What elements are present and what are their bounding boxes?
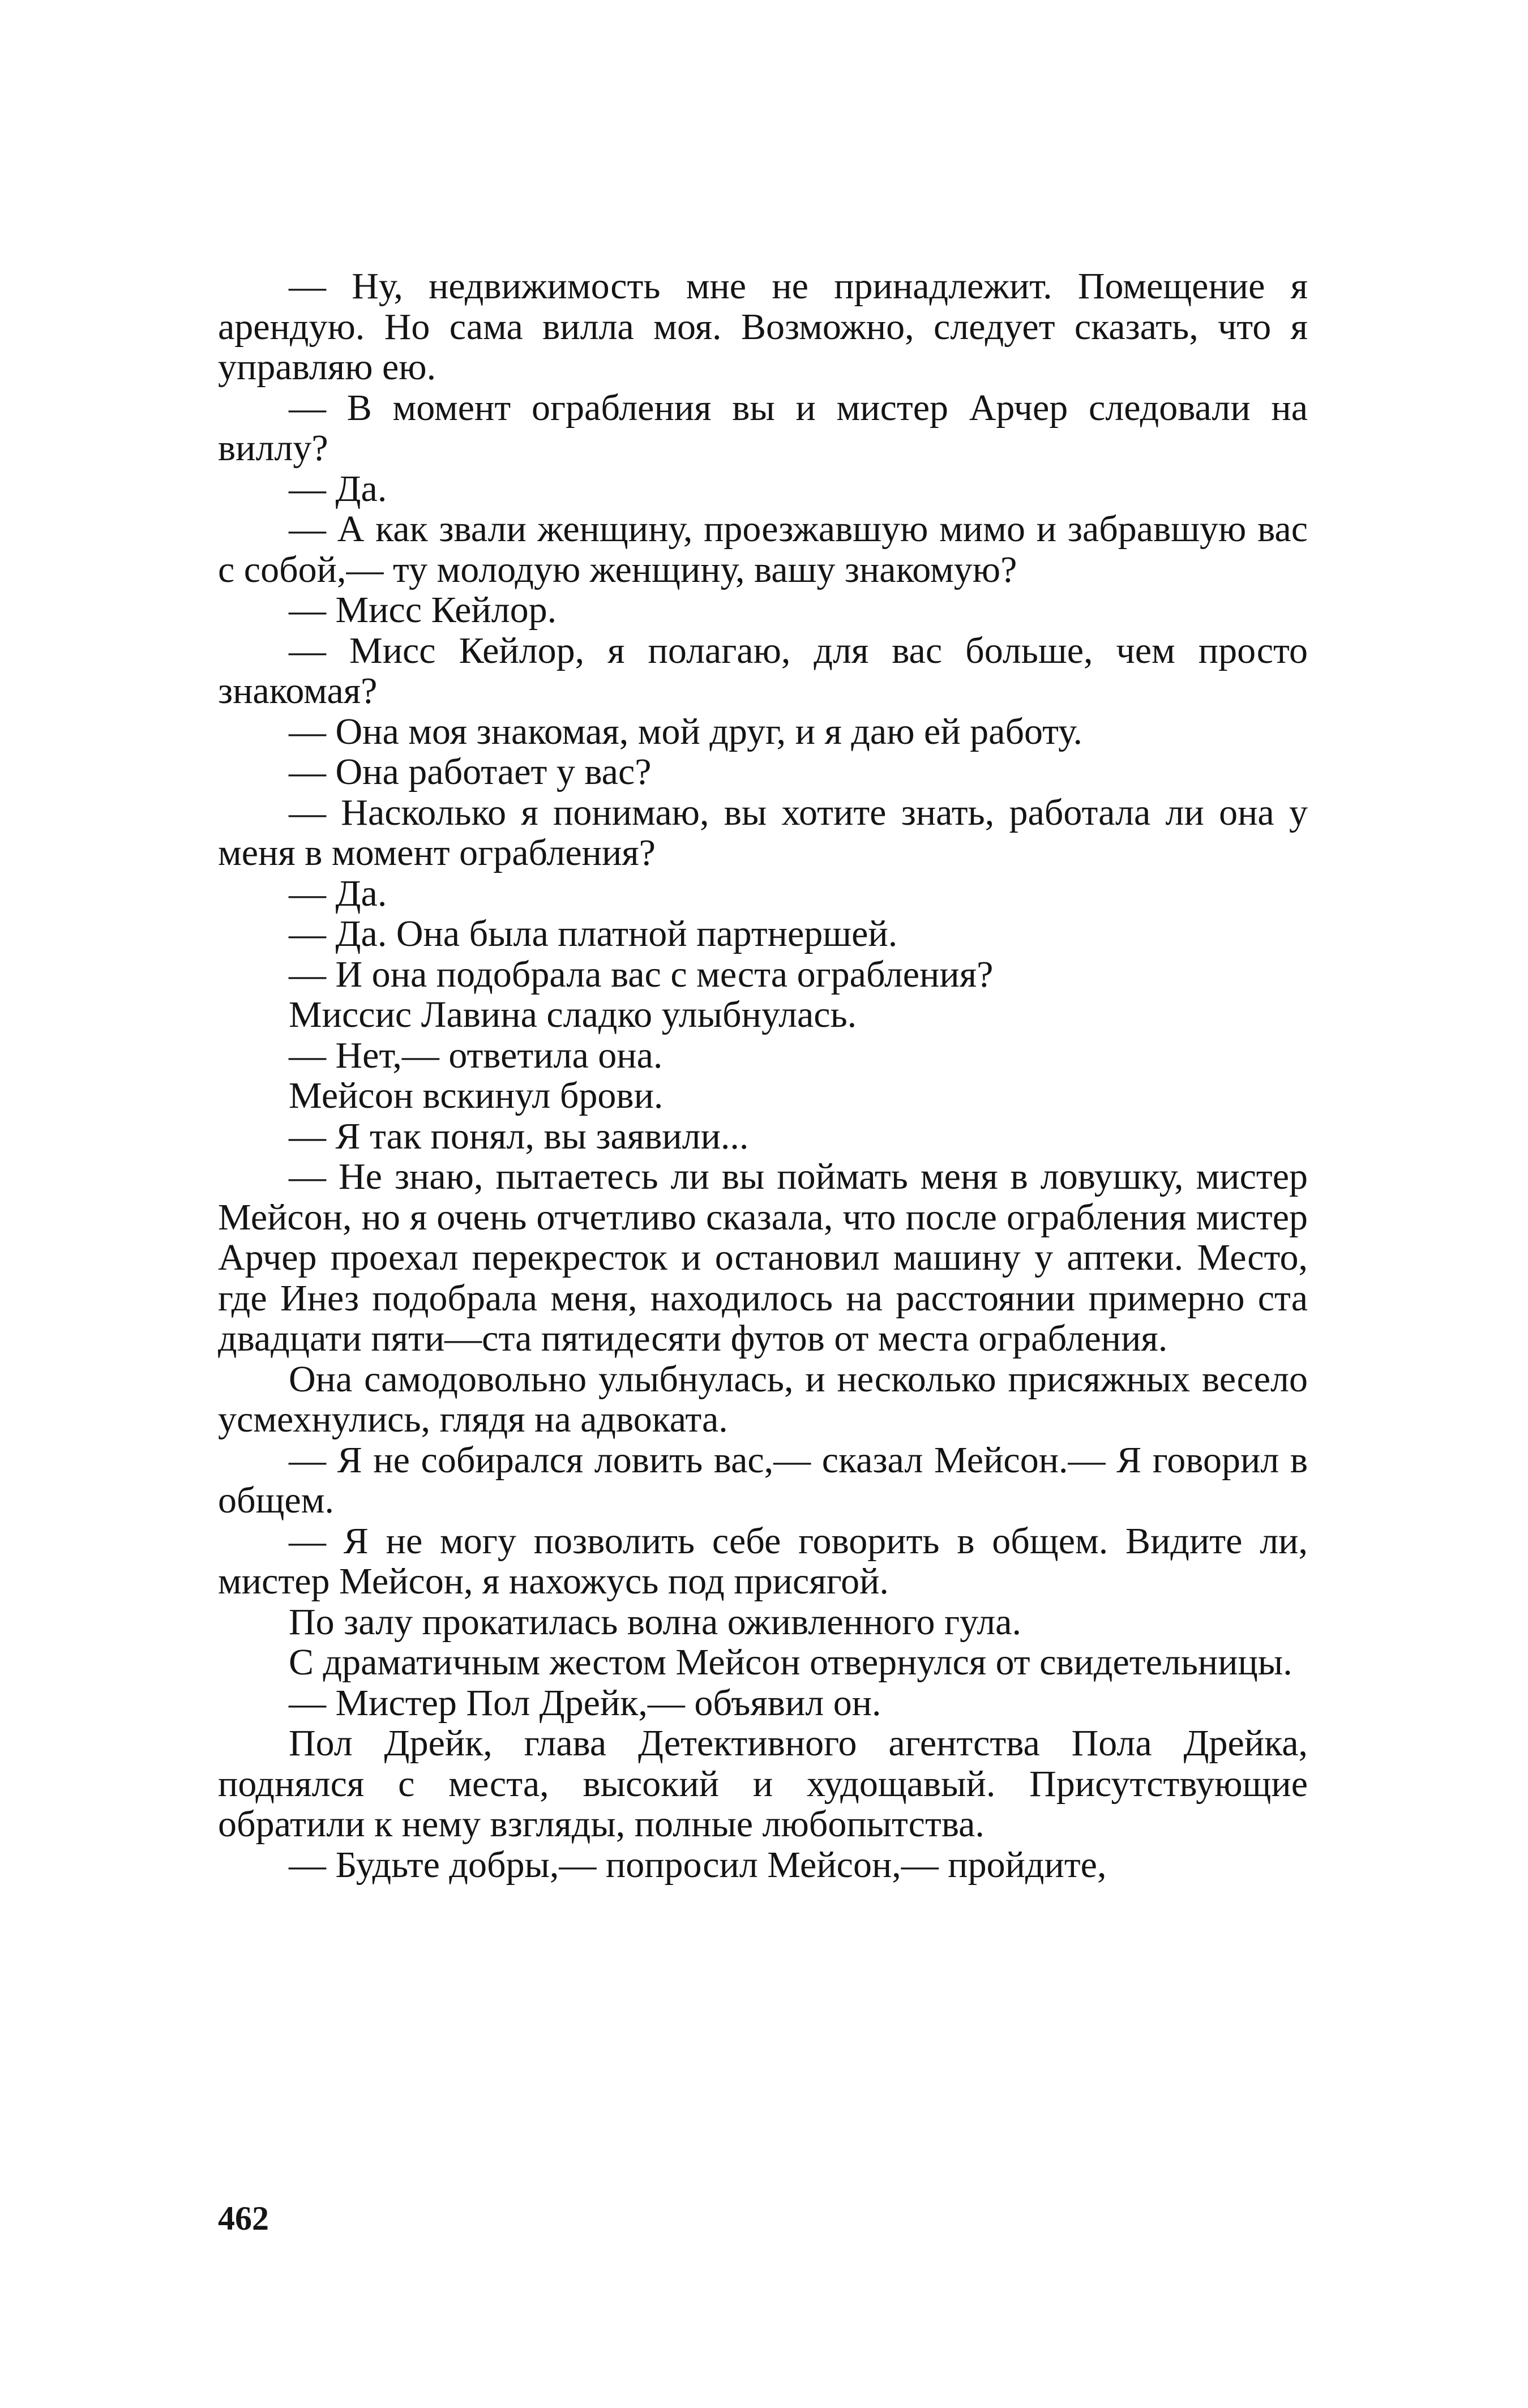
paragraph: Она самодовольно улыбнулась, и несколько присяжных весело усмехнулись, глядя на адвоката.: [218, 1358, 1308, 1440]
page-text: [218, 266, 1308, 1885]
paragraph: — Да.: [289, 468, 387, 509]
paragraph: — И она подобрала вас с места ограбления?: [289, 953, 994, 995]
page-number: 462: [218, 2200, 269, 2237]
paragraph: Миссис Лавина сладко улыбнулась.: [289, 994, 857, 1035]
paragraph: Мейсон вскинул брови.: [289, 1075, 664, 1116]
paragraph: — Она работает у вас?: [289, 751, 652, 792]
paragraph: — Мисс Кейлор, я полагаю, для вас больше, чем просто знакомая?: [218, 629, 1308, 712]
paragraph: — Она моя знакомая, мой друг, и я даю ей работу.: [289, 710, 1083, 752]
paragraph: — В момент ограбления вы и мистер Арчер следовали на виллу?: [218, 387, 1308, 469]
paragraph: — Ну, недвижимость мне не принадлежит. Помещение я арендую. Но сама вилла моя. Возможно, следует сказать, что я управляю ею.: [218, 265, 1308, 388]
paragraph: — Я не собирался ловить вас,— сказал Мейсон.— Я говорил в общем.: [218, 1439, 1308, 1521]
paragraph: По залу прокатилась волна оживленного гула.: [289, 1601, 1021, 1643]
paragraph: — Да. Она была платной партнершей.: [289, 913, 898, 954]
paragraph: — Нет,— ответила она.: [289, 1034, 663, 1076]
paragraph: — Будьте добры,— попросил Мейсон,— пройдите,: [289, 1844, 1107, 1886]
paragraph: — Я не могу позволить себе говорить в общем. Видите ли, мистер Мейсон, я нахожусь под присягой.: [218, 1520, 1308, 1602]
paragraph: — А как звали женщину, проезжавшую мимо и забравшую вас с собой,— ту молодую женщину, вашу знакомую?: [218, 508, 1308, 590]
paragraph: — Не знаю, пытаетесь ли вы поймать меня в ловушку, мистер Мейсон, но я очень отчетливо сказала, что после ограбления мистер Арчер проехал перекресток и остановил машину у аптеки. Место, где Инез подобрала меня, находилось на расстоянии примерно ста двадцати пяти—ста пятидесяти футов от места ограбления.: [218, 1156, 1308, 1359]
paragraph: — Мисс Кейлор.: [289, 589, 557, 631]
paragraph: Пол Дрейк, глава Детективного агентства Пола Дрейка, поднялся с места, высокий и худощавый. Присутствующие обратили к нему взгляды, полные любопытства.: [218, 1723, 1308, 1845]
paragraph: — Насколько я понимаю, вы хотите знать, работала ли она у меня в момент ограбления?: [218, 791, 1308, 873]
paragraph: — Мистер Пол Дрейк,— объявил он.: [289, 1682, 881, 1724]
paragraph: — Да.: [289, 872, 387, 914]
paragraph: С драматичным жестом Мейсон отвернулся от свидетельницы.: [289, 1642, 1292, 1683]
paragraph: — Я так понял, вы заявили...: [289, 1115, 749, 1157]
